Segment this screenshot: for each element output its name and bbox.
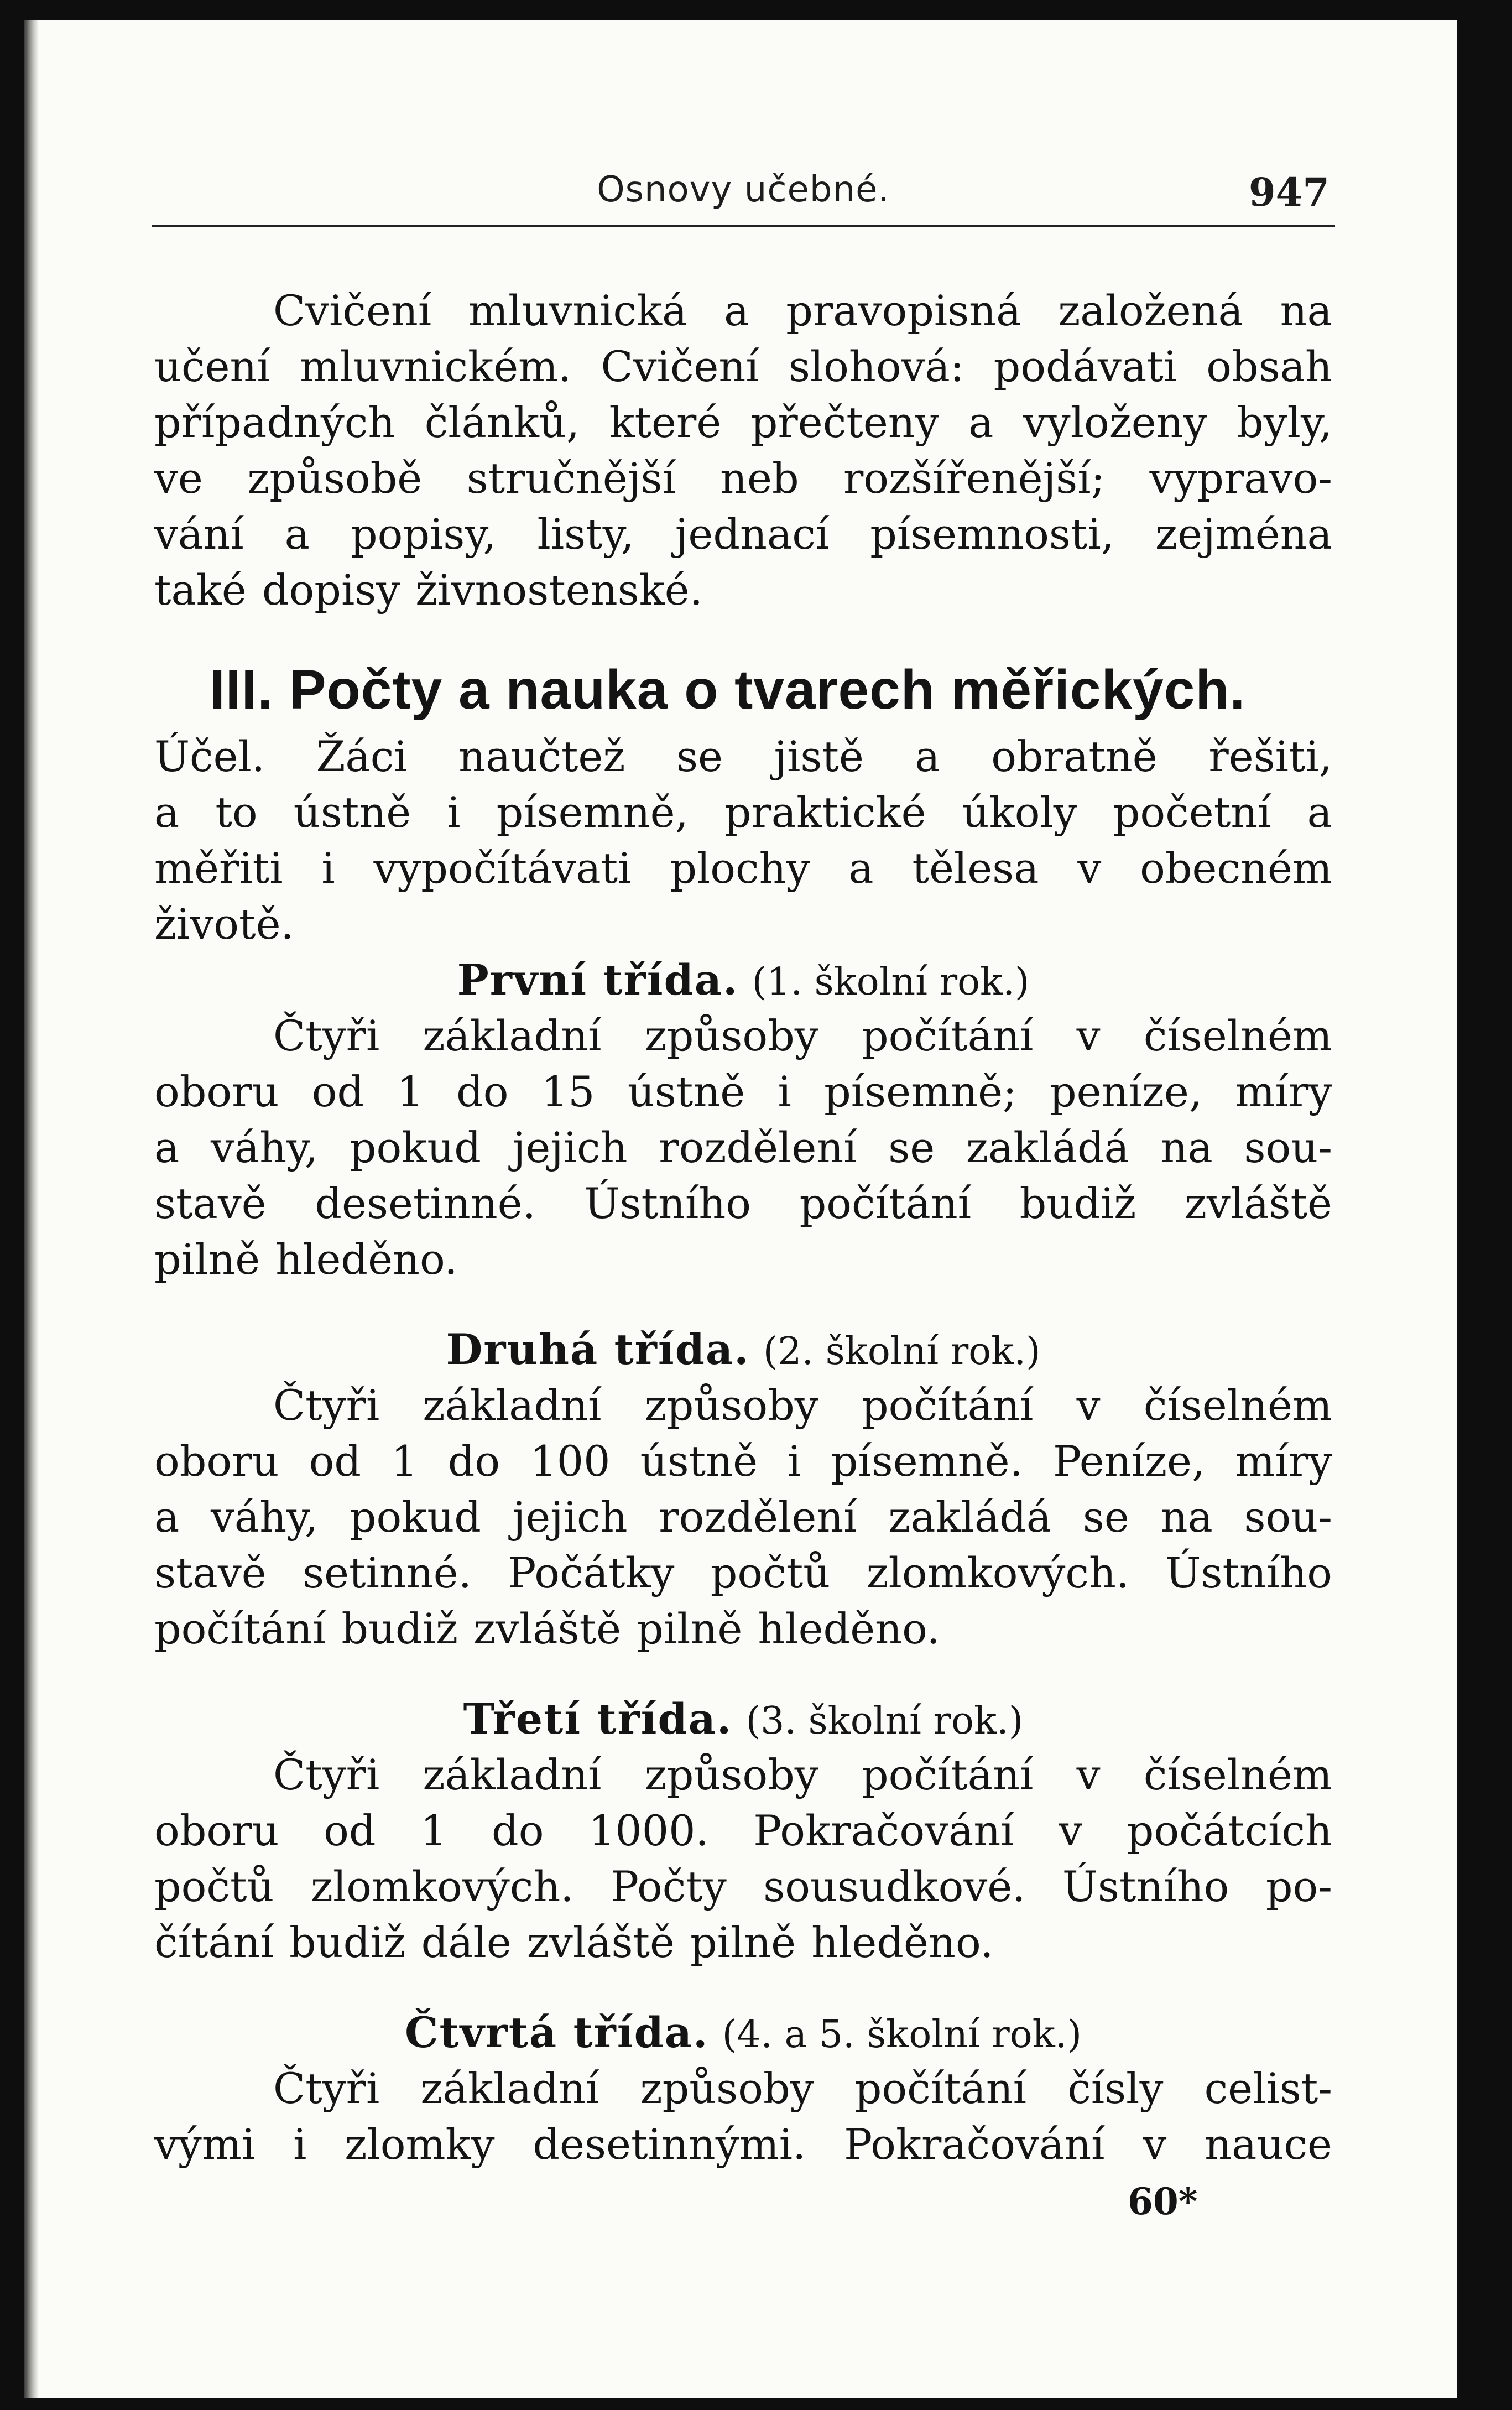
word: počítání [799,1179,972,1228]
word: popisy, [351,509,497,559]
word: pokud [349,1492,481,1542]
word: budiž [341,1604,458,1653]
class-line [154,2116,1332,2172]
word: sou- [1244,1492,1332,1542]
word: způsoby [644,1381,818,1430]
word: písemně, [496,788,689,837]
word: od [311,1067,364,1116]
class-line [154,1859,1332,1914]
word: základní [423,1750,602,1799]
word: vání [154,509,244,559]
word: jejich [512,1492,628,1542]
word: na [1160,1123,1213,1172]
word: počátcích [1127,1806,1332,1855]
word: úkoly [962,788,1077,837]
word: zakládá [888,1492,1052,1542]
word: pilně [637,1604,743,1653]
word: 1 [420,1806,447,1855]
word: čítání [154,1918,274,1967]
word: Ústního [1165,1548,1332,1597]
word: číselném [1143,1381,1332,1430]
word: Žáci [316,732,408,781]
word: počítání [854,2064,1027,2113]
word: ústně [640,1436,758,1486]
word: způsoby [640,2064,814,2113]
word: v [1076,1381,1101,1430]
word: stavě [154,1179,267,1228]
word: dále [421,1918,512,1967]
word: a [1307,788,1332,837]
intro-line [154,450,1332,506]
word: zvláště [1184,1179,1332,1228]
spacer [154,1970,1332,2005]
word: mluvnická [468,286,687,335]
word: to [215,788,258,837]
word: rozdělení [659,1492,857,1542]
word: založená [1058,286,1243,335]
word: od [309,1436,362,1486]
class-line [154,1120,1332,1175]
word: a [284,509,310,559]
word: v [1059,1806,1083,1855]
word: se [676,732,723,781]
word: zvláště [526,1918,675,1967]
class-title: Čtvrtá třída. [404,2008,709,2057]
word: do [447,1436,500,1486]
class-line [154,1433,1332,1489]
word: na [1160,1492,1213,1542]
word: desetinné. [315,1179,536,1228]
word: počtů [710,1548,831,1597]
class-title: První třída. [457,955,739,1004]
class-line [154,1175,1332,1231]
word: zvláště [473,1604,622,1653]
word: i [447,788,461,837]
word: způsoby [644,1750,818,1799]
word: Čtyři [273,1750,380,1799]
word: budiž [1019,1179,1136,1228]
word: 1 [397,1067,424,1116]
word: obsah [1206,342,1332,391]
word: rozšířenější; [843,454,1106,503]
word: početní [1113,788,1271,837]
word: stručnější [466,454,676,503]
page-number: 947 [1248,169,1329,215]
word: písemnosti, [870,509,1114,559]
word: Peníze, [1053,1436,1206,1486]
word: jistě [774,732,864,781]
word: živnostenské. [415,565,703,615]
word: i [321,844,335,893]
class-line [154,1008,1332,1064]
word: Pokračování [844,2120,1105,2169]
class-line [154,2060,1332,2116]
word: rozdělení [659,1123,857,1172]
word: ústně [627,1067,745,1116]
class-line [154,1914,1332,1970]
word: Pokračování [753,1806,1014,1855]
word: 15 [541,1067,595,1116]
word: listy, [537,509,634,559]
class-heading [154,2005,1332,2060]
page-header [152,153,1335,227]
word: hleděno. [758,1604,940,1653]
word: vypravo- [1149,454,1332,503]
word: čísly [1067,2064,1164,2113]
section-heading: III. Počty a nauka o tvarech měřických. [210,659,1246,721]
class-line [154,1377,1332,1433]
word: a [154,788,180,837]
word: míry [1235,1436,1332,1486]
word: neb [720,454,799,503]
goal-line [154,784,1332,840]
word: číselném [1143,1011,1332,1060]
word: měřiti [154,844,283,893]
class-line [154,1545,1332,1601]
word: oboru [154,1806,279,1855]
word: přečteny [750,398,939,447]
spacer [154,1657,1332,1691]
body-text [154,283,1332,2172]
class-line [154,1601,1332,1657]
class-heading [154,1321,1332,1377]
word: způsobě [247,454,423,503]
word: ve [154,454,203,503]
class-line [154,1803,1332,1859]
word: a [154,1123,180,1172]
word: a [154,1492,180,1542]
goal-line [154,840,1332,896]
word: stavě [154,1548,267,1597]
word: zlomkových. [310,1862,574,1911]
word: sousudkové. [763,1862,1026,1911]
word: zakládá [966,1123,1129,1172]
word: míry [1235,1067,1332,1116]
word: peníze, [1049,1067,1203,1116]
word: Čtyři [273,1011,380,1060]
class-note: (4. a 5. školní rok.) [722,2013,1082,2057]
word: oboru [154,1067,279,1116]
word: 100 [530,1436,611,1486]
word: počítání [154,1604,326,1653]
word: 1 [391,1436,418,1486]
class-title: Druhá třída. [446,1325,750,1374]
word: Čtyři [273,2064,380,2113]
word: a [915,732,940,781]
intro-line [154,394,1332,450]
word: v [1076,1750,1101,1799]
word: pokud [349,1123,481,1172]
word: oboru [154,1436,279,1486]
word: číselném [1143,1750,1332,1799]
word: Počty [610,1862,727,1911]
word: Účel. [154,732,265,781]
word: desetinnými. [533,2120,806,2169]
word: pravopisná [786,286,1021,335]
word: které [609,398,722,447]
signature-mark: 60* [1128,2180,1198,2223]
book-page [24,20,1457,2398]
word: od [324,1806,376,1855]
word: byly, [1237,398,1332,447]
intro-line [154,339,1332,394]
word: ústně [293,788,411,837]
word: pilně [154,1235,260,1284]
word: 1000. [588,1806,709,1855]
word: Ústního [1062,1862,1229,1911]
word: i [293,2120,307,2169]
word: plochy [670,844,810,893]
word: vými [154,2120,256,2169]
spacer [154,1287,1332,1321]
word: sou- [1244,1123,1332,1172]
word: Cvičení [273,286,432,335]
class-line [154,1747,1332,1803]
word: vypočítávati [373,844,632,893]
word: praktické [724,788,926,837]
word: článků, [424,398,580,447]
word: zejména [1155,509,1332,559]
class-note: (1. školní rok.) [752,960,1030,1004]
word: obratně [991,732,1158,781]
word: zlomkových. [866,1548,1130,1597]
word: hleděno. [811,1918,994,1967]
word: i [788,1436,801,1486]
word: a [968,398,994,447]
class-line [154,1489,1332,1545]
intro-line [154,562,1332,618]
word: budiž [289,1918,406,1967]
word: písemně. [831,1436,1023,1486]
word: jejich [512,1123,628,1172]
word: váhy, [211,1492,319,1542]
word: podávati [993,342,1177,391]
word: a [724,286,749,335]
word: životě. [154,899,294,949]
intro-line [154,506,1332,562]
class-line [154,1231,1332,1287]
word: obecném [1140,844,1332,893]
word: v [1143,2120,1167,2169]
word: v [1076,1011,1101,1060]
class-note: (3. školní rok.) [745,1699,1024,1743]
word: váhy, [211,1123,319,1172]
word: a [848,844,874,893]
word: Cvičení [601,342,759,391]
word: počítání [861,1750,1034,1799]
class-heading [154,952,1332,1008]
word: hleděno. [275,1235,458,1284]
word: do [456,1067,509,1116]
word: setinné. [303,1548,472,1597]
word: počtů [154,1862,274,1911]
word: na [1280,286,1332,335]
word: také [154,565,247,615]
word: Čtyři [273,1381,380,1430]
word: tělesa [912,844,1039,893]
word: počítání [861,1381,1034,1430]
word: učení [154,342,270,391]
class-line [154,1064,1332,1120]
word: počítání [861,1011,1034,1060]
word: zlomky [345,2120,495,2169]
word: základní [420,2064,599,2113]
word: nauce [1205,2120,1332,2169]
word: případných [154,398,395,447]
class-title: Třetí třída. [463,1694,733,1743]
word: mluvnickém. [299,342,572,391]
word: po- [1265,1862,1332,1911]
word: slohová: [788,342,964,391]
word: pilně [690,1918,796,1967]
word: základní [423,1381,602,1430]
word: se [888,1123,935,1172]
word: i [778,1067,791,1116]
intro-line [154,283,1332,339]
word: naučtež [458,732,625,781]
running-head: Osnovy učebné. [597,169,890,210]
goal-line [154,896,1332,952]
word: Ústního [584,1179,752,1228]
word: vyloženy [1023,398,1207,447]
word: se [1082,1492,1129,1542]
word: způsoby [644,1011,818,1060]
word: dopisy [262,565,400,615]
class-heading [154,1691,1332,1747]
class-note: (2. školní rok.) [763,1330,1041,1373]
word: základní [423,1011,602,1060]
word: řešiti, [1208,732,1332,781]
word: písemně; [824,1067,1017,1116]
spine-shadow [24,20,39,2398]
word: v [1077,844,1102,893]
word: do [492,1806,544,1855]
word: celist- [1204,2064,1332,2113]
goal-line [154,728,1332,784]
word: jednací [675,509,830,559]
word: Počátky [508,1548,675,1597]
